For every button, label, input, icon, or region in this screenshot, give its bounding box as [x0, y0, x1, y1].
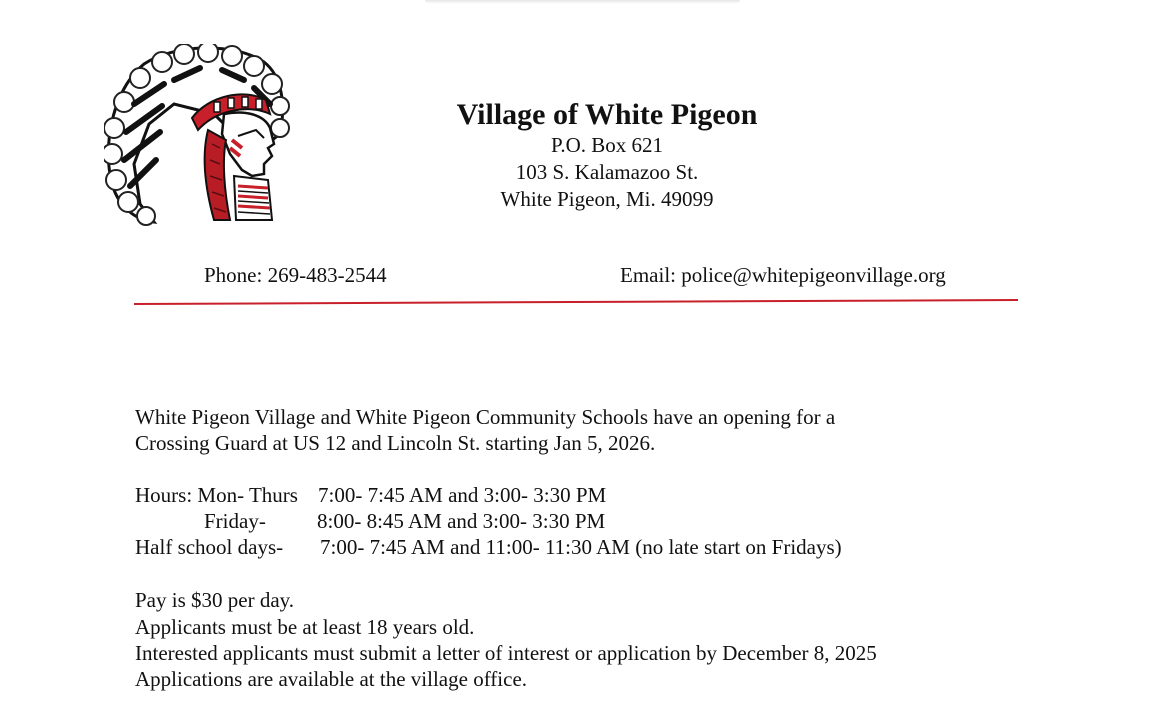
application-deadline: Interested applicants must submit a letter of interest or application by December 8, 2025	[135, 641, 877, 665]
hours-friday: 8:00- 8:45 AM and 3:00- 3:30 PM	[317, 509, 606, 533]
letterhead-divider	[134, 298, 1018, 306]
street-address: 103 S. Kalamazoo St.	[515, 160, 699, 184]
indian-chief-mascot-icon	[104, 44, 290, 226]
page-top-edge	[425, 0, 740, 4]
half-days-hours: 7:00- 7:45 AM and 11:00- 11:30 AM (no late start on Fridays)	[320, 535, 842, 559]
city-state-zip: White Pigeon, Mi. 49099	[500, 187, 714, 211]
pay-info: Pay is $30 per day.	[135, 588, 295, 612]
organization-name: Village of White Pigeon	[456, 98, 758, 131]
phone-number: Phone: 269-483-2544	[204, 263, 387, 287]
intro-line-2: Crossing Guard at US 12 and Lincoln St. starting Jan 5, 2026.	[135, 431, 656, 455]
hours-mon-thurs: 7:00- 7:45 AM and 3:00- 3:30 PM	[318, 483, 607, 507]
application-availability: Applications are available at the village office.	[135, 667, 528, 691]
age-requirement: Applicants must be at least 18 years old.	[135, 615, 475, 639]
email-address: Email: police@whitepigeonvillage.org	[620, 263, 946, 287]
hours-friday-label: Friday-	[204, 509, 266, 533]
po-box: P.O. Box 621	[550, 133, 664, 157]
half-days-label: Half school days-	[135, 535, 284, 559]
letterhead	[400, 98, 814, 213]
hours-label: Hours: Mon- Thurs	[135, 483, 298, 507]
intro-line-1: White Pigeon Village and White Pigeon Community Schools have an opening for a	[135, 405, 836, 429]
